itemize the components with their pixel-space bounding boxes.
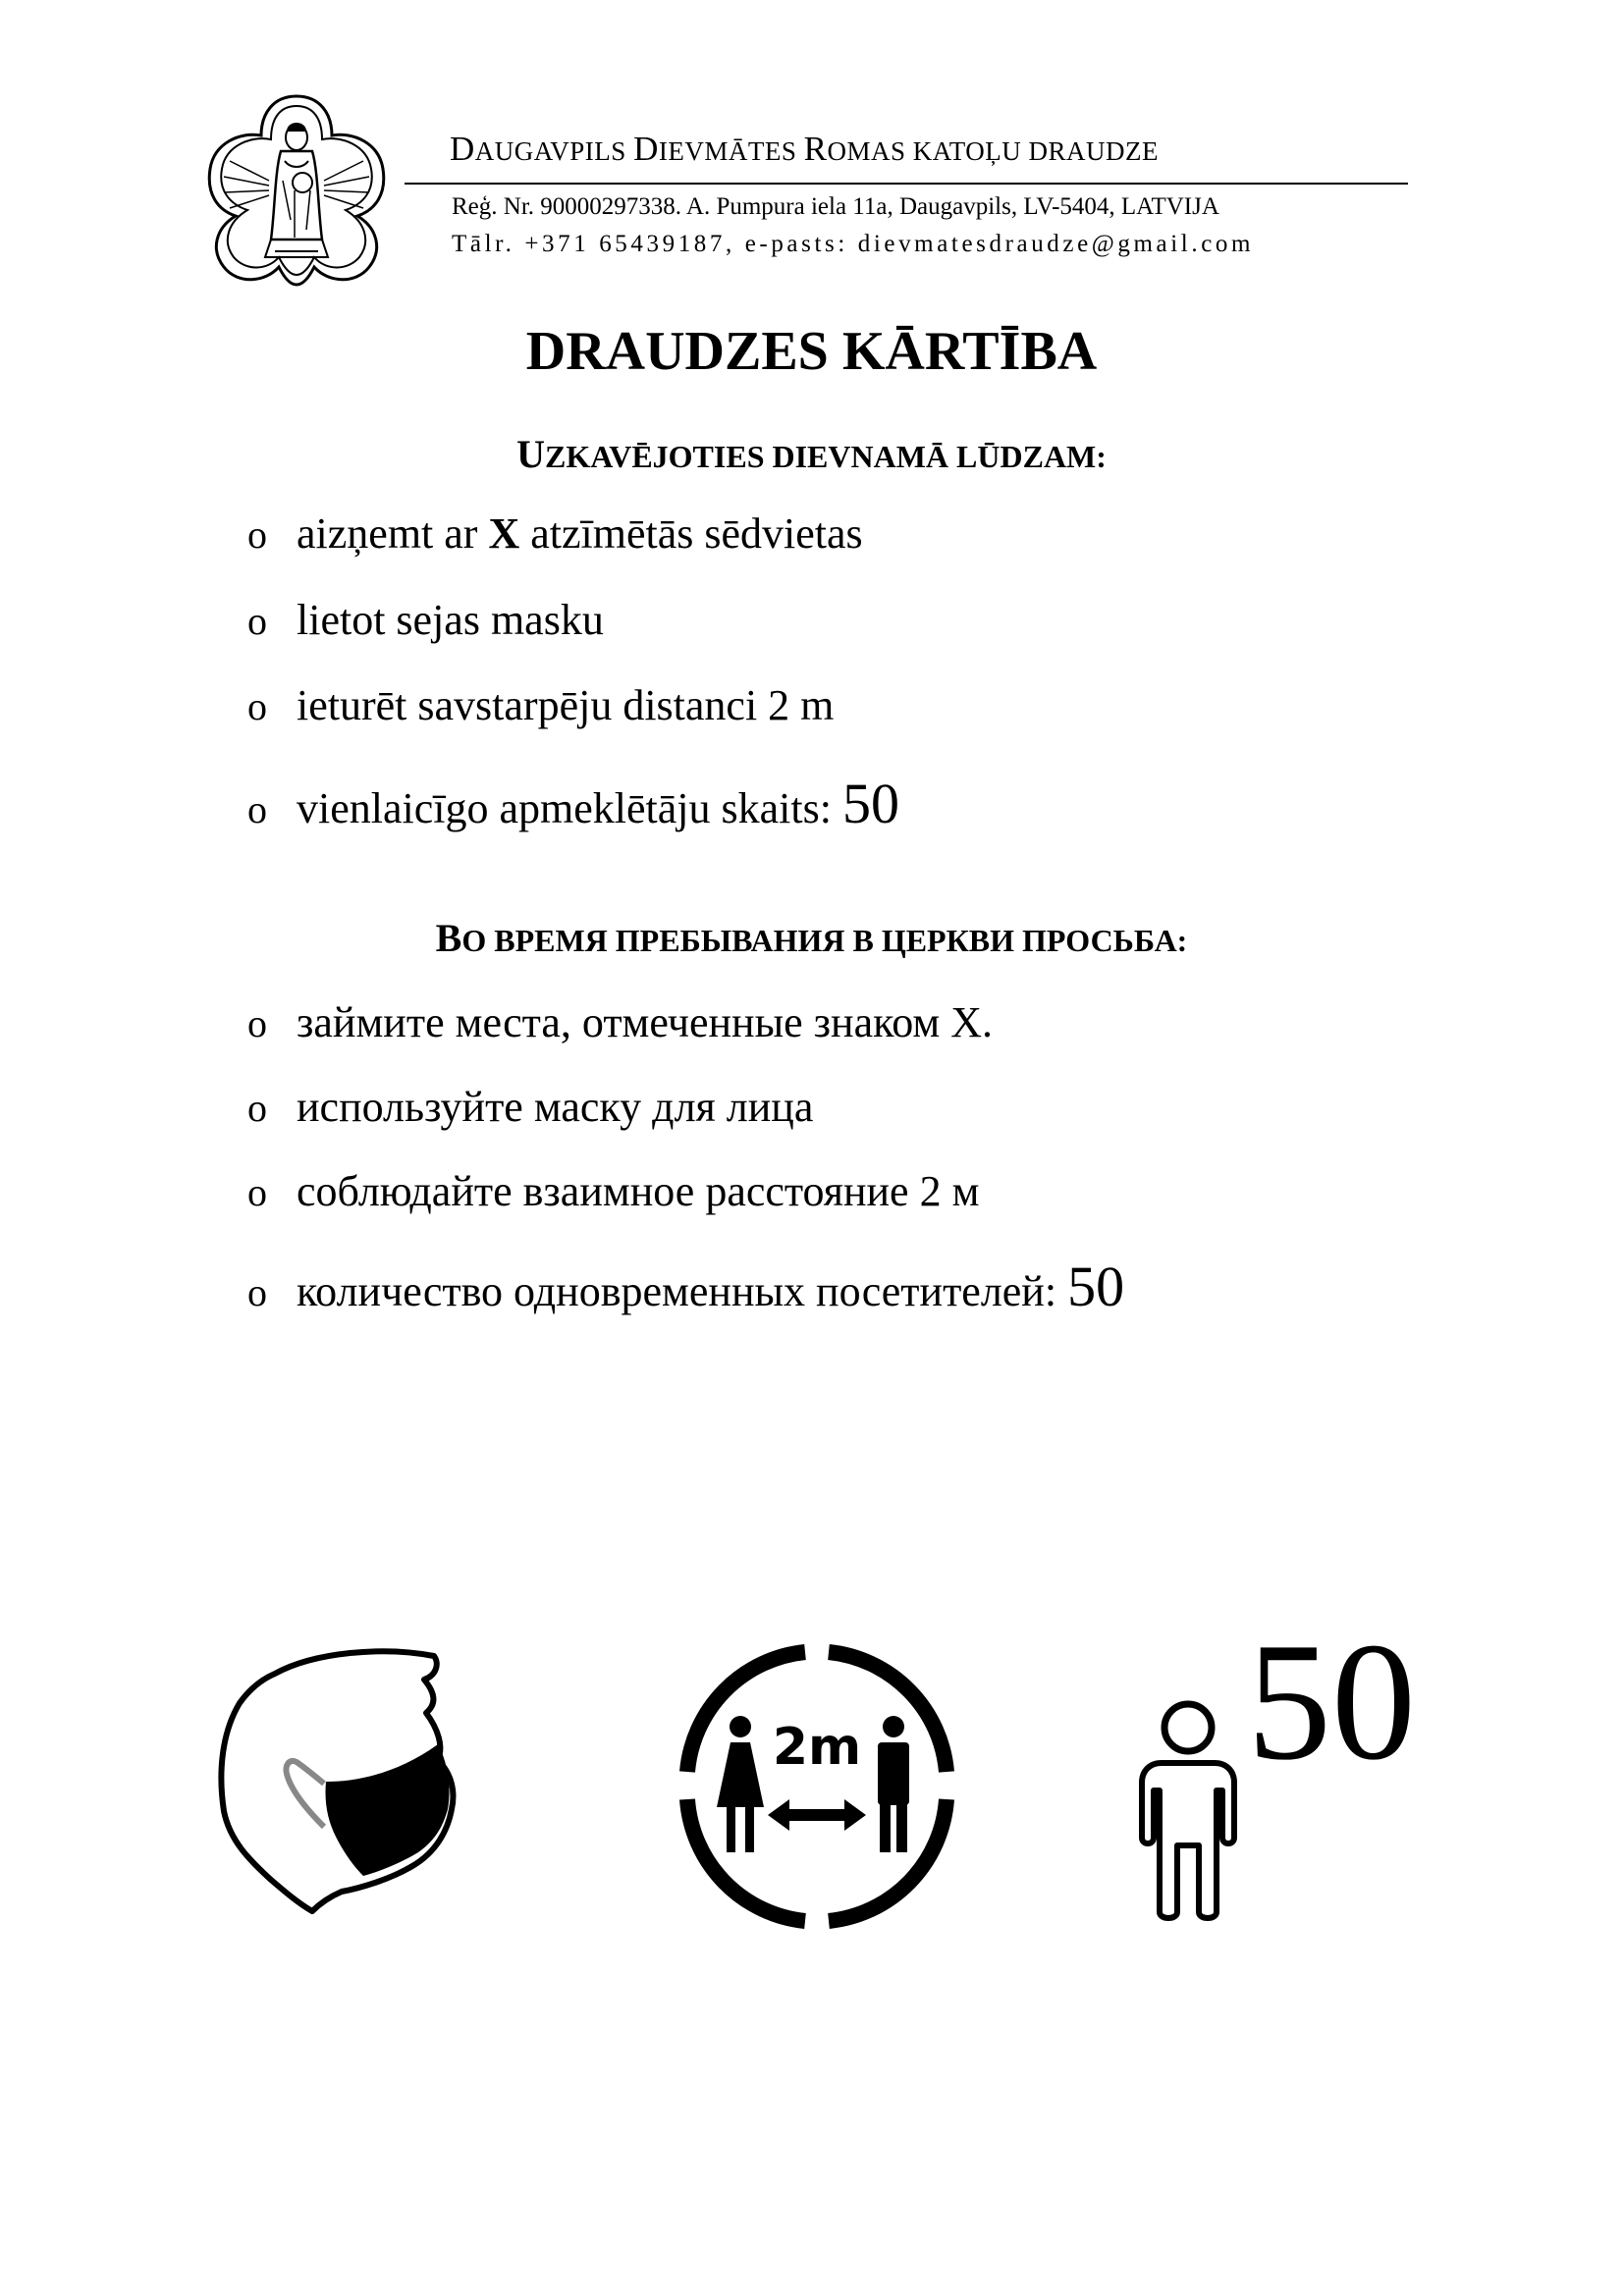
- heading-rest: О ВРЕМЯ ПРЕБЫВАНИЯ В ЦЕРКВИ ПРОСЬБА:: [461, 923, 1188, 958]
- social-distance-icon: [660, 1634, 974, 1939]
- bullet: o: [247, 599, 267, 643]
- org-name-part: IEVMĀTES: [658, 136, 804, 166]
- heading-rest: ZKAVĒJOTIES DIEVNAMĀ LŪDZAM:: [544, 439, 1107, 474]
- item-text: atzīmētās sēdvietas: [519, 509, 863, 558]
- org-name-part: R: [803, 130, 828, 168]
- bullet: o: [247, 1170, 267, 1214]
- item-text: используйте маску для лица: [297, 1083, 814, 1131]
- list-item: [247, 998, 994, 1046]
- heading-initial: В: [435, 916, 462, 960]
- list-item: [247, 772, 899, 835]
- item-text: aizņemt ar: [297, 509, 489, 558]
- parish-logo: [196, 92, 398, 287]
- org-name-part: AUGAVPILS: [474, 136, 634, 166]
- item-text: ieturēt savstarpēju distanci 2 m: [297, 681, 835, 729]
- face-mask-icon: [216, 1634, 501, 1914]
- bullet: o: [247, 1270, 267, 1314]
- visitor-count: 50: [841, 772, 899, 835]
- item-text-bold: X: [488, 509, 520, 558]
- item-text: соблюдайте взаимное расстояние 2 м: [297, 1167, 980, 1215]
- bullet: o: [247, 684, 267, 728]
- visitor-count: 50: [1067, 1255, 1125, 1318]
- distance-label: 2m: [772, 1718, 862, 1777]
- list-item: [247, 681, 835, 729]
- max-visitors-number: 50: [1247, 1609, 1416, 1795]
- organization-name: [450, 132, 1373, 166]
- item-text: lietot sejas masku: [297, 596, 604, 644]
- org-name-part: OMAS KATOĻU DRAUDZE: [827, 136, 1159, 166]
- item-text: vienlaicīgo apmeklētāju skaits:: [297, 784, 842, 832]
- contact-info: Tālr. +371 65439187, e-pasts: dievmatesdraudze@gmail.com: [452, 231, 1255, 257]
- list-item: [247, 1083, 814, 1131]
- list-item: [247, 596, 604, 644]
- bullet: o: [247, 787, 267, 831]
- list-item: [247, 1167, 980, 1215]
- heading-initial: U: [516, 432, 545, 476]
- latvian-heading: [0, 432, 1623, 476]
- page-title: DRAUDZES KĀRTĪBA: [525, 321, 1098, 382]
- bullet: o: [247, 1086, 267, 1130]
- bullet: o: [247, 1001, 267, 1045]
- person-icon: [1134, 1698, 1242, 1924]
- item-text: количество одновременных посетителей:: [297, 1267, 1068, 1315]
- bullet: o: [247, 512, 267, 557]
- header-divider: [405, 183, 1408, 185]
- list-item: [247, 1255, 1125, 1318]
- org-name-part: D: [633, 130, 659, 168]
- registration-address: Reģ. Nr. 90000297338. A. Pumpura iela 11a, Daugavpils, LV-5404, LATVIJA: [452, 193, 1219, 220]
- russian-heading: [0, 916, 1623, 960]
- item-text: займите места, отмеченные знаком Х.: [297, 998, 994, 1046]
- list-item: [247, 509, 863, 558]
- org-name-part: D: [450, 130, 475, 168]
